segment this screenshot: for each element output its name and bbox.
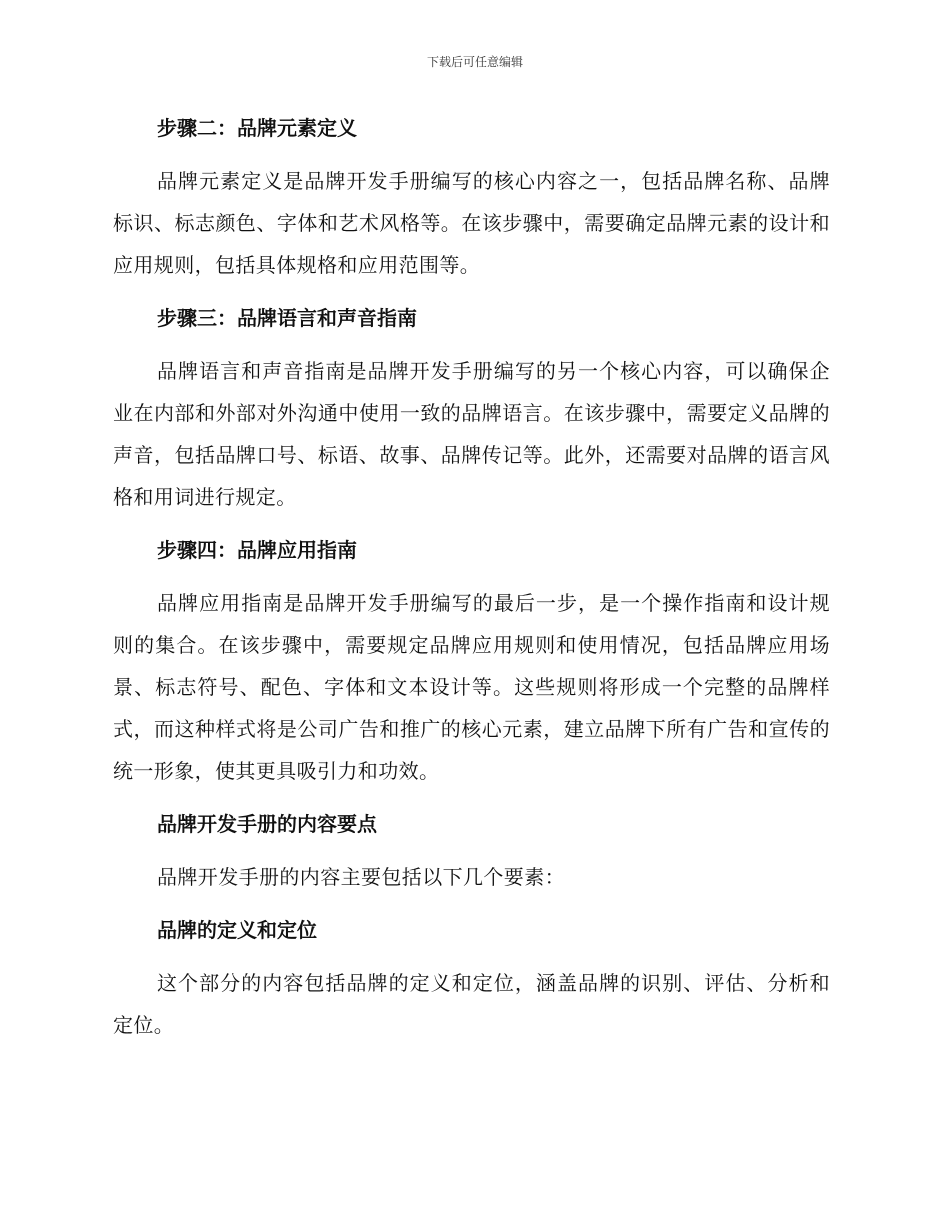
section-heading-content-points: 品牌开发手册的内容要点 <box>157 812 377 836</box>
section-paragraph-content-points: 品牌开发手册的内容主要包括以下几个要素： <box>157 865 565 889</box>
section-paragraph-step-4: 品牌应用指南是品牌开发手册编写的最后一步，是一个操作指南和设计规则的集合。在该步骤中，需要规定品牌应用规则和使用情况，包括品牌应用场景、标志符号、配色、字体和文本设计等。这些规则将形成一个完整的品牌样式，而这种样式将是公司广告和推广的核心元素，建立品牌下所有广告和宣传的统一形象，使其更具吸引力和功效。 <box>113 591 830 783</box>
section-heading-step-2: 步骤二：品牌元素定义 <box>157 116 357 140</box>
section-paragraph-brand-definition: 这个部分的内容包括品牌的定义和定位，涵盖品牌的识别、评估、分析和定位。 <box>113 971 830 1037</box>
section-heading-step-4: 步骤四：品牌应用指南 <box>157 538 357 562</box>
section-paragraph-step-3: 品牌语言和声音指南是品牌开发手册编写的另一个核心内容，可以确保企业在内部和外部对外沟通中使用一致的品牌语言。在该步骤中，需要定义品牌的声音，包括品牌口号、标语、故事、品牌传记等。此外，还需要对品牌的语言风格和用词进行规定。 <box>113 359 830 509</box>
section-heading-step-3: 步骤三：品牌语言和声音指南 <box>157 306 417 330</box>
section-heading-brand-definition: 品牌的定义和定位 <box>157 918 317 942</box>
document-body <box>113 108 830 1046</box>
page-header-note: 下载后可任意编辑 <box>426 55 523 69</box>
section-paragraph-step-2: 品牌元素定义是品牌开发手册编写的核心内容之一，包括品牌名称、品牌标识、标志颜色、字体和艺术风格等。在该步骤中，需要确定品牌元素的设计和应用规则，包括具体规格和应用范围等。 <box>113 169 830 277</box>
